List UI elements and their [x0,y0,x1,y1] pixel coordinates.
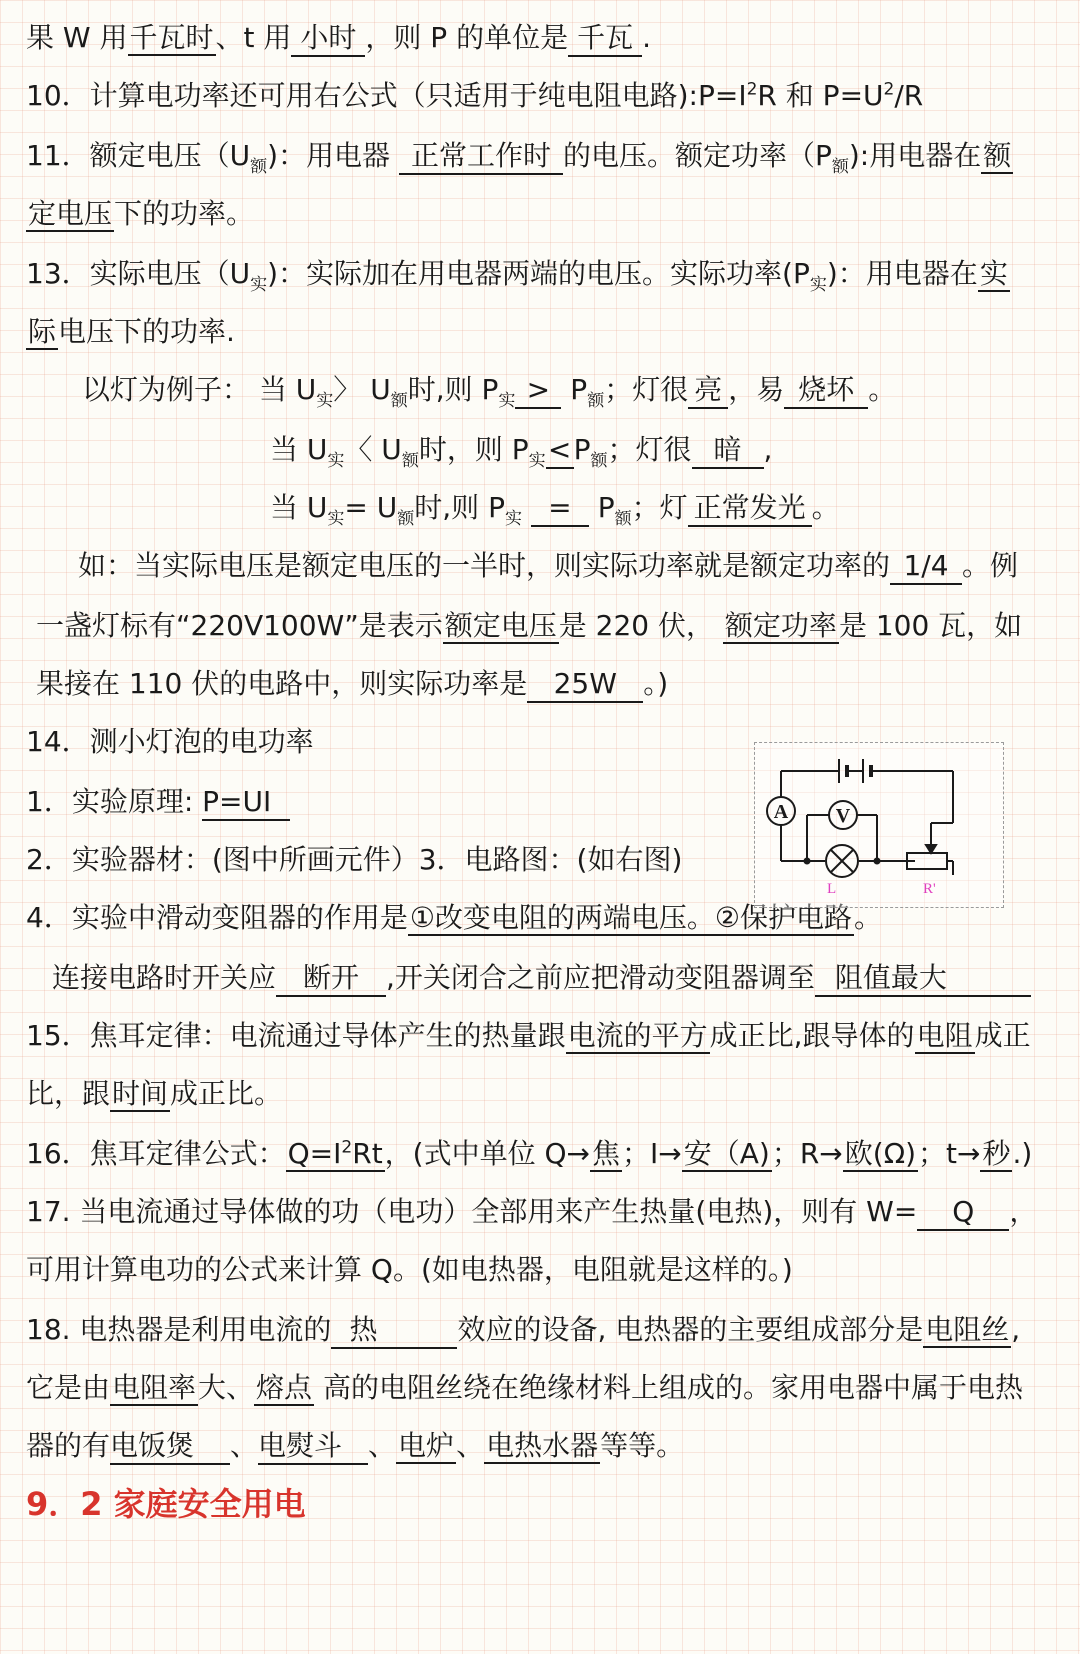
text-line: 一盏灯标有“220V100W”是表示额定电压是 220 伏， 额定功率是 100 瓦，如 [36,609,1023,642]
section-heading: 9．2 家庭安全用电 [26,1485,306,1523]
text-line: 它是由电阻率大、熔点 高的电阻丝绕在绝缘材料上组成的。家用电器中属于电热 [26,1371,1023,1404]
text-line: 11．额定电压$(U_额)$：用电器 正常工作时 的电压。额定功率$(P_额)$:用电器在额 [26,139,1012,177]
ammeter-label: A [773,801,789,823]
text-line: 定电压下的功率。 [28,197,255,230]
text-line: 10．计算电功率还可用右公式（只适用于纯电阻电路)$:P=I^2R$ 和 $P=U^2/R$ [26,79,924,112]
rheostat-label: R' [923,881,936,897]
text-line: 18. 电热器是利用电流的 热 效应的设备, 电热器的主要组成部分是电阻丝, [26,1310,1054,1350]
lamp-label: L [827,881,837,897]
junction-dot-left [804,858,811,865]
lamp-symbol [826,845,858,877]
ammeter-symbol [767,797,795,825]
circuit-diagram [754,742,1004,908]
text-line: 15．焦耳定律：电流通过导体产生的热量跟电流的平方成正比,跟导体的电阻成正 [26,1019,1031,1052]
text-line: 2．实验器材：(图中所画元件）3．电路图：(如右图) [26,843,683,876]
text-line: 4．实验中滑动变阻器的作用是①改变电阻的两端电压。②保护电路。 [26,901,883,934]
text-line: 13．实际电压$(U_实)$：实际加在用电器两端的电压。实际功率$(P_实)$：用电器在实 [26,257,1008,295]
voltmeter-label: V [835,805,851,827]
text-line: 16．焦耳定律公式：$Q=I^2Rt$，(式中单位 Q→焦；I→安（A)；R→欧(Ω)；t→秒.) [26,1137,1033,1170]
text-line: 果接在 110 伏的电路中，则实际功率是 25W 。) [36,664,1054,704]
text-line: 17. 当电流通过导体做的功（电功）全部用来产生热量(电热)，则有 W= Q ， [26,1192,1054,1232]
text-line: 14．测小灯泡的电功率 [26,725,314,758]
text-line: 比，跟时间成正比。 [26,1077,283,1110]
text-line: 如：当实际电压是额定电压的一半时，则实际功率就是额定功率的 1/4 。例 [78,546,1054,586]
text-line: 当 $U_实= U_额$时,则 $P_实 = P_额$；灯 正常发光 。 [270,491,840,529]
voltmeter-symbol [829,801,857,829]
text-line: 器的有电饭煲 、电熨斗 、电炉、电热水器等等。 [26,1426,1054,1466]
text-line: 1．实验原理: P=UI [26,782,1054,822]
text-line: 以灯为例子： 当 $U_实$〉 $U_额$时,则 $P_实 > P_额$；灯很 亮 ，易 烧坏 。 [82,373,897,411]
text-line: 果 W 用千瓦时、t 用 小时 ，则 P 的单位是 千瓦 . [26,18,1054,58]
slider-arrow-head [926,845,936,853]
text-line: 当 $U_实$〈 $U_额$时，则 $P_实<P_额$；灯很 暗 , [270,433,773,471]
text-line: 连接电路时开关应 断开 ,开关闭合之前应把滑动变阻器调至 阻值最大 [52,958,1054,998]
text-line: 可用计算电功的公式来计算 Q。(如电热器，电阻就是这样的。) [26,1253,793,1286]
text-line: 际电压下的功率. [28,315,235,348]
junction-dot-right [874,858,881,865]
